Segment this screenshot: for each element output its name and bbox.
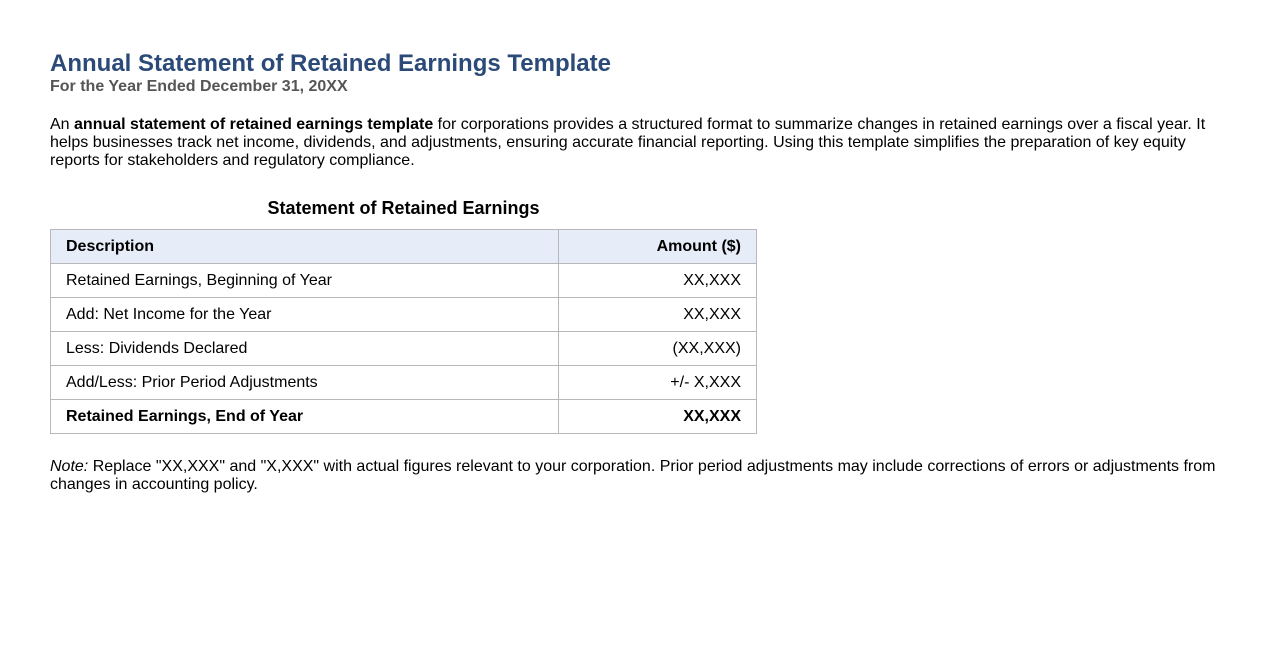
- table-total-row: [51, 400, 757, 434]
- row-amount: XX,XXX: [559, 264, 757, 298]
- row-amount: XX,XXX: [559, 298, 757, 332]
- row-amount: (XX,XXX): [559, 332, 757, 366]
- retained-earnings-table: [50, 229, 757, 434]
- table-row: [51, 298, 757, 332]
- row-description: Less: Dividends Declared: [51, 332, 559, 366]
- table-row: [51, 264, 757, 298]
- column-header-description: Description: [51, 230, 559, 264]
- column-header-amount: Amount ($): [559, 230, 757, 264]
- table-row: [51, 332, 757, 366]
- table-title: Statement of Retained Earnings: [267, 198, 540, 218]
- footnote: [50, 458, 1225, 494]
- total-description: Retained Earnings, End of Year: [51, 400, 559, 434]
- note-text: Replace "XX,XXX" and "X,XXX" with actual figures relevant to your corporation. Prior period adjustments may include corrections of errors or adjustments from changes in accounting policy.: [50, 458, 1216, 493]
- page-title: Annual Statement of Retained Earnings Template: [50, 50, 611, 77]
- row-amount: +/- X,XXX: [559, 366, 757, 400]
- intro-paragraph: [50, 116, 1220, 170]
- document-page: [50, 50, 1230, 510]
- table-header-row: [51, 230, 757, 264]
- intro-bold-term: annual statement of retained earnings template: [74, 116, 434, 133]
- table-row: [51, 366, 757, 400]
- intro-suffix: for corporations provides a structured format to summarize changes in retained earnings over a fiscal year. It helps businesses track net income, dividends, and adjustments, ensuring accurate financial reporting. Using this template simplifies the preparation of key equity reports for stakeholders and regulatory compliance.: [50, 116, 1206, 169]
- row-description: Retained Earnings, Beginning of Year: [51, 264, 559, 298]
- page-subtitle: For the Year Ended December 31, 20XX: [50, 78, 348, 95]
- row-description: Add: Net Income for the Year: [51, 298, 559, 332]
- row-description: Add/Less: Prior Period Adjustments: [51, 366, 559, 400]
- intro-prefix: An: [50, 116, 75, 133]
- note-label: Note:: [50, 458, 89, 475]
- total-amount: XX,XXX: [559, 400, 757, 434]
